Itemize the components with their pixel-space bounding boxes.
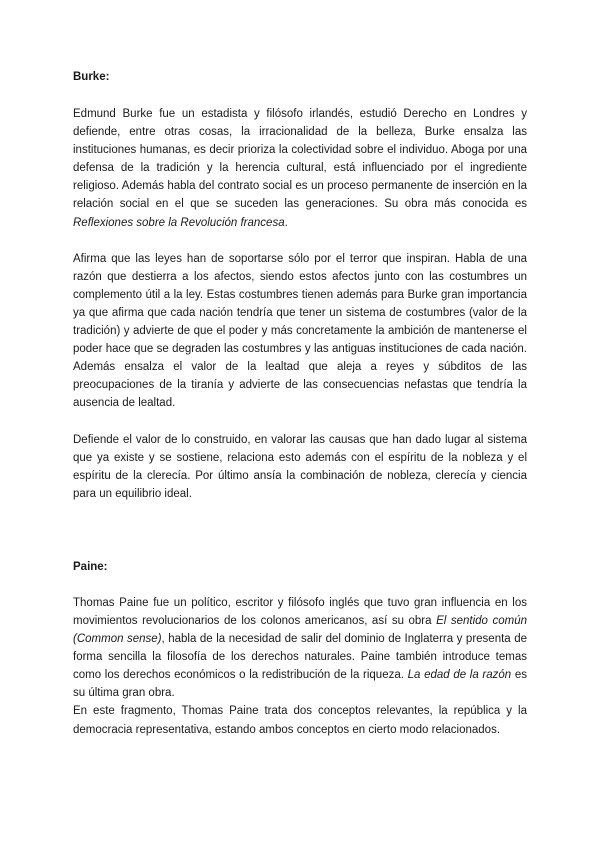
section-heading-paine: Paine:	[73, 560, 108, 573]
book-title-italic: La edad de la razón	[407, 669, 512, 682]
burke-paragraph-3	[73, 431, 527, 503]
text-segment: Thomas Paine fue un político, escritor y filósofo inglés que tuvo gran influencia en los movimientos revolucionarios de los colonos americanos, así su obra	[73, 596, 527, 627]
paine-paragraph-2	[73, 702, 527, 738]
burke-paragraph-2	[73, 250, 527, 413]
text-segment: En este fragmento, Thomas Paine trata dos conceptos relevantes, la república y la democracia representativa, estando ambos conceptos en cierto modo relacionados.	[73, 705, 527, 736]
text-segment: Defiende el valor de lo construido, en valorar las causas que han dado lugar al sistema que ya existe y se sostiene, relaciona esto además con el espíritu de la nobleza y el espíritu de la clerecía. Por último ansía la combinación de nobleza, clerecía y ciencia para un equilibrio ideal.	[73, 433, 527, 500]
book-title-italic: Reflexiones sobre la Revolución francesa	[73, 216, 285, 229]
burke-paragraph-1	[73, 105, 527, 232]
text-segment: Afirma que las leyes han de soportarse sólo por el terror que inspiran. Habla de una razón que destierra a los afectos, siendo estos afectos junto con las costumbres un complemento útil a la ley. Estas costumbres tienen además para Burke gran importancia ya que afirma que cada nación tendría que tener un sistema de costumbres (valor de la tradición) y advierte de que el poder y más concretamente la ambición de mantenerse el poder hace que se degraden las costumbres y las antiguas instituciones de cada nación. Además ensalza el valor de la lealtad que aleja a reyes y súbditos de las preocupaciones de la tiranía y advierte de las consecuencias nefastas que tendría la ausencia de lealtad.	[73, 252, 527, 410]
document-page	[73, 68, 527, 739]
text-segment: Edmund Burke fue un estadista y filósofo irlandés, estudió Derecho en Londres y defiende, entre otras cosas, la irracionalidad de la belleza, Burke ensalza las instituciones humanas, es decir prioriza la colectividad sobre el individuo. Aboga por una defensa de la tradición y la herencia cultural, está influenciado por el ingrediente religioso. Además habla del contrato social es un proceso permanente de inserción en la relación social en el que se suceden las generaciones. Su obra más conocida es	[73, 108, 527, 211]
paine-paragraph-1	[73, 594, 527, 703]
text-segment: es su última gran obra.	[73, 669, 528, 700]
text-segment: .	[284, 216, 288, 229]
section-heading-burke: Burke:	[73, 71, 110, 83]
book-title-italic: El sentido común (Common sense)	[73, 614, 527, 646]
text-segment: , habla de la necesidad de salir del dominio de Inglaterra y presenta de forma sencilla la filosofía de los derechos naturales. Paine también introduce temas como los derechos económicos o la redistribución de la riqueza.	[73, 633, 527, 682]
